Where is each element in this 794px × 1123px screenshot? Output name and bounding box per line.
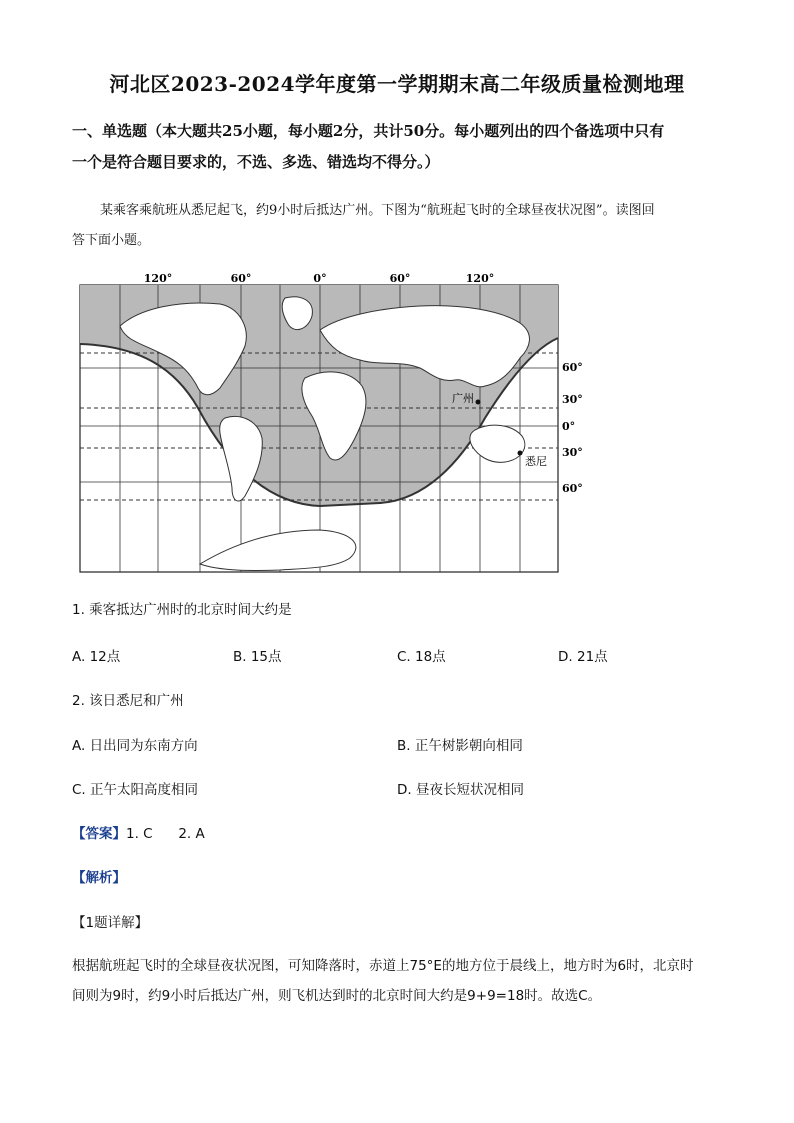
analysis-line2: 间则为9时，约9小时后抵达广州，则飞机达到时的北京时间大约是9+9=18时。故选C。 <box>72 988 602 1004</box>
intro-text-line2: 答下面小题。 <box>72 233 151 248</box>
q2-option-d: D. 昼夜长短状况相同 <box>397 782 524 798</box>
question-1-stem: 1. 乘客抵达广州时的北京时间大约是 <box>72 602 292 618</box>
lat-label-30n: 30° <box>562 393 583 406</box>
lon-label-60w: 60° <box>230 272 252 285</box>
q2-option-a: A. 日出同为东南方向 <box>72 738 198 754</box>
q2-option-c: C. 正午太阳高度相同 <box>72 782 199 798</box>
lon-label-60e: 60° <box>389 272 411 285</box>
question-2-stem: 2. 该日悉尼和广州 <box>72 693 184 709</box>
intro-text-line1: 某乘客乘航班从悉尼起飞，约9小时后抵达广州。下图为“航班起飞时的全球昼夜状况图”。读图回 <box>100 203 655 218</box>
analysis-line1: 根据航班起飞时的全球昼夜状况图，可知降落时，赤道上75°E的地方位于晨线上，地方时为6时，北京时 <box>72 958 694 974</box>
lon-label-0: 0° <box>313 272 327 285</box>
q2-option-b: B. 正午树影朝向相同 <box>397 738 523 754</box>
guangzhou-dot <box>476 400 481 405</box>
lat-label-30s: 30° <box>562 446 583 459</box>
section-heading-line1: 一、单选题（本大题共25小题，每小题2分，共计50分。每小题列出的四个备选项中只有 <box>72 122 665 140</box>
lat-label-60s: 60° <box>562 482 583 495</box>
section-heading-line2: 一个是符合题目要求的，不选、多选、错选均不得分。） <box>72 153 440 171</box>
lon-label-120w: 120° <box>143 272 173 285</box>
answer-values: 1. C 2. A <box>126 826 205 842</box>
answer-line <box>72 822 205 842</box>
lon-label-120e: 120° <box>465 272 495 285</box>
guangzhou-label: 广州 <box>452 392 474 405</box>
q1-option-c: C. 18点 <box>397 649 446 665</box>
answer-tag: 【答案】 <box>72 826 126 842</box>
page-title: 河北区2023-2024学年度第一学期期末高二年级质量检测地理 <box>109 72 685 96</box>
q1-option-b: B. 15点 <box>233 649 282 665</box>
analysis-tag: 【解析】 <box>72 870 126 886</box>
day-night-world-map <box>80 268 583 578</box>
lat-label-0: 0° <box>562 420 576 433</box>
q1-option-d: D. 21点 <box>558 649 608 665</box>
sydney-label: 悉尼 <box>525 455 547 468</box>
sydney-dot <box>518 451 523 456</box>
lat-label-60n: 60° <box>562 361 583 374</box>
q1-option-a: A. 12点 <box>72 649 121 665</box>
analysis-subtag: 【1题详解】 <box>72 915 149 931</box>
